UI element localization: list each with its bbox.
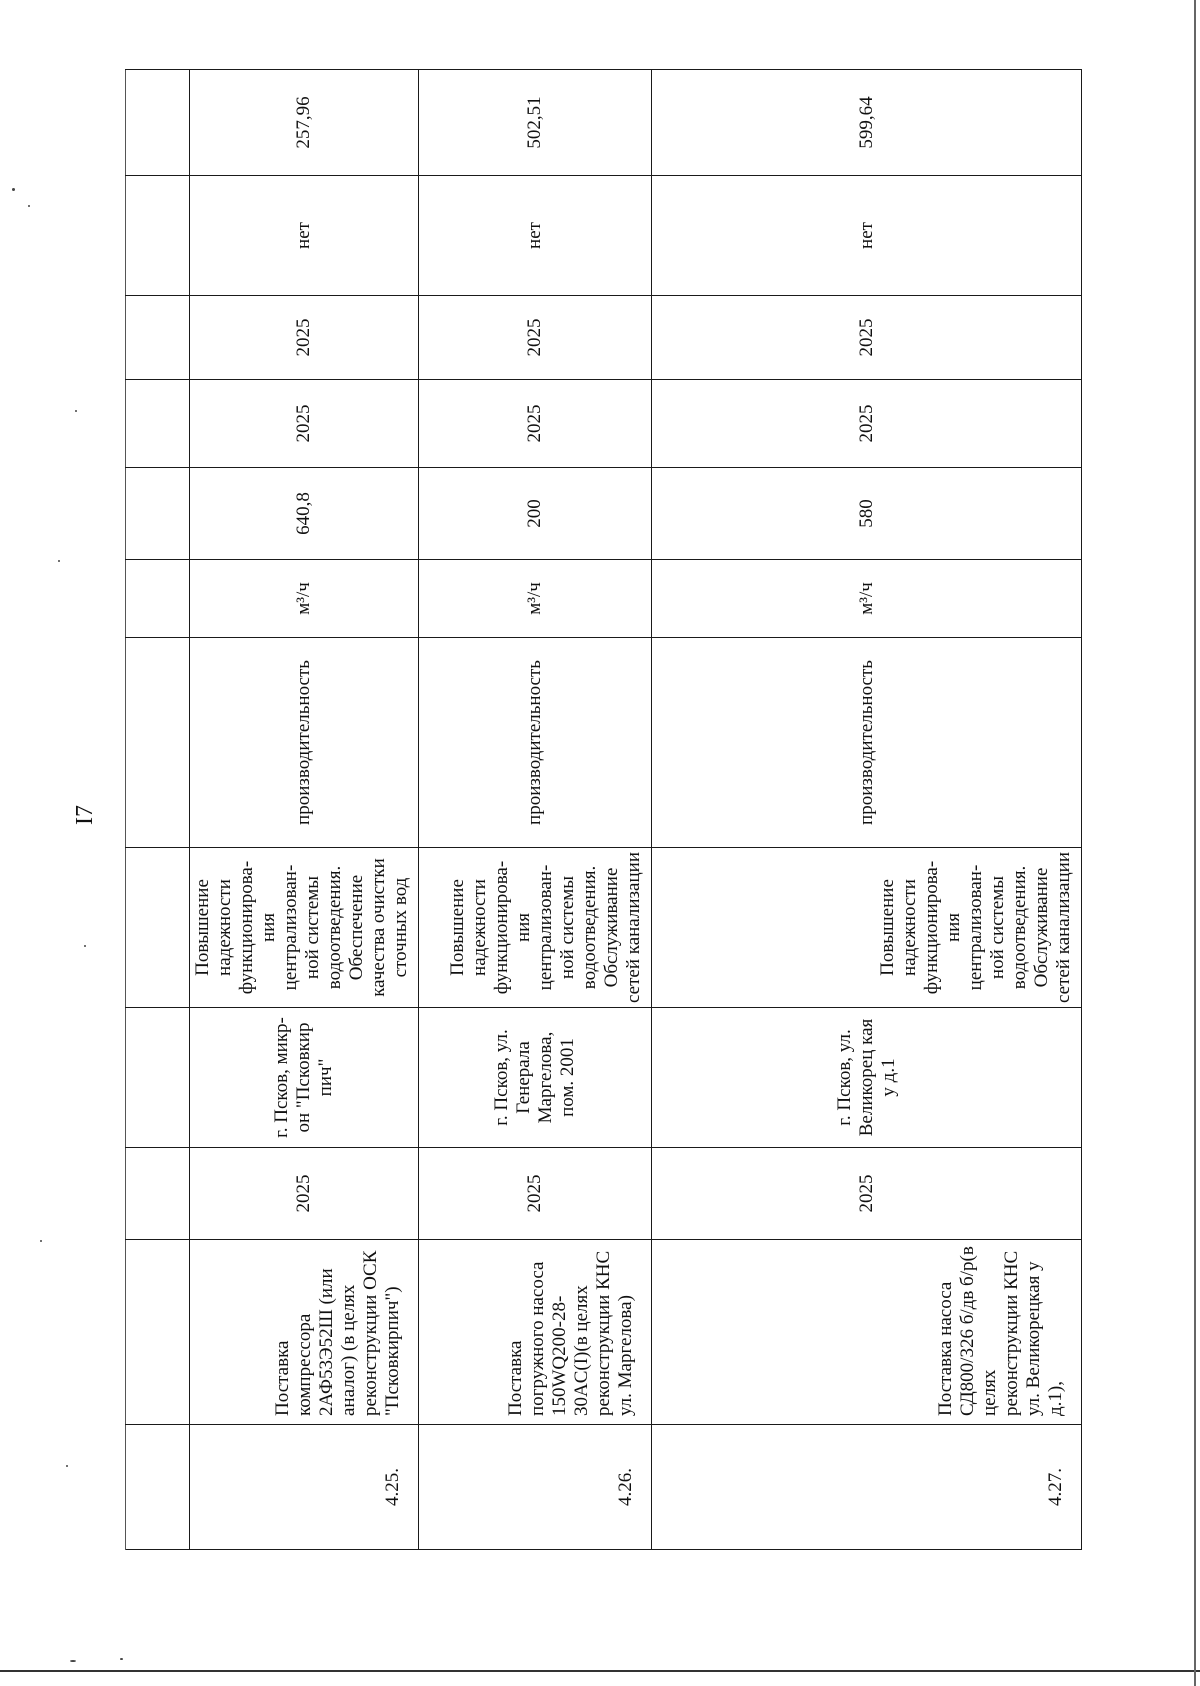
header-cell	[126, 468, 190, 560]
scan-speck	[40, 1240, 42, 1242]
flag-cell: нет	[419, 176, 652, 296]
indicator-cell: производительность	[652, 638, 1082, 848]
end-year-cell: 2025	[190, 296, 419, 380]
header-cell	[126, 70, 190, 176]
location-cell: г. Псков, микр-он "Псковкир пич"	[190, 1008, 419, 1148]
location-cell: г. Псков, ул. Генерала Маргелова, пом. 2001	[419, 1008, 652, 1148]
row-number: 4.26.	[419, 1425, 652, 1550]
indicator-cell: производительность	[190, 638, 419, 848]
value-cell: 640,8	[190, 468, 419, 560]
scan-bottom-edge	[0, 1670, 1200, 1672]
cost-cell: 257,96	[190, 70, 419, 176]
header-cell	[126, 380, 190, 468]
unit-cell: м³/ч	[190, 560, 419, 638]
scan-speck	[58, 560, 60, 562]
header-cell	[126, 1148, 190, 1240]
end-year-cell: 2025	[419, 296, 652, 380]
unit-cell: м³/ч	[652, 560, 1082, 638]
scan-speck	[70, 1660, 76, 1662]
table-row	[652, 70, 1082, 1550]
header-cell	[126, 560, 190, 638]
start-year-cell: 2025	[652, 380, 1082, 468]
purpose-cell: Повышение надежности функционирова-ния централизован-ной системы водоотведения. Обслуживание сетей канализации	[652, 848, 1082, 1008]
measures-table	[125, 69, 1082, 1550]
year-cell: 2025	[419, 1148, 652, 1240]
measure-name: Поставка компрессора 2АФ53Э52Ш (или аналог) (в целях реконструкции ОСК "Псковкирпич")	[190, 1240, 419, 1425]
cost-cell: 502,51	[419, 70, 652, 176]
year-cell: 2025	[652, 1148, 1082, 1240]
scan-speck	[84, 945, 86, 947]
page-number: I7	[72, 805, 98, 825]
measure-name: Поставка погружного насоса 150WQ200-28-30AC(I)(в целях реконструкции КНС ул. Маргелова)	[419, 1240, 652, 1425]
table-row	[419, 70, 652, 1550]
start-year-cell: 2025	[190, 380, 419, 468]
scan-speck	[66, 1465, 68, 1467]
location-cell: г. Псков, ул. Великорец кая у д.1	[652, 1008, 1082, 1148]
purpose-cell: Повышение надежности функционирова-ния централизован-ной системы водоотведения. Обслуживание сетей канализации	[419, 848, 652, 1008]
header-cell	[126, 848, 190, 1008]
header-cell	[126, 638, 190, 848]
row-number: 4.27.	[652, 1425, 1082, 1550]
purpose-cell: Повышение надежности функционирова-ния централизован-ной системы водоотведения. Обеспечение качества очистки сточных вод	[190, 848, 419, 1008]
table-header-stub-row	[126, 70, 190, 1550]
scan-speck	[120, 1658, 123, 1660]
indicator-cell: производительность	[419, 638, 652, 848]
table-row	[190, 70, 419, 1550]
value-cell: 580	[652, 468, 1082, 560]
header-cell	[126, 296, 190, 380]
end-year-cell: 2025	[652, 296, 1082, 380]
investment-table	[125, 70, 1080, 1550]
header-cell	[126, 1425, 190, 1550]
unit-cell: м³/ч	[419, 560, 652, 638]
header-cell	[126, 1240, 190, 1425]
header-cell	[126, 1008, 190, 1148]
measure-name: Поставка насоса СД800/326 б/дв б/р(в целях реконструкции КНС ул. Великорецкая у д.1),	[652, 1240, 1082, 1425]
scan-right-edge	[1194, 0, 1196, 1686]
year-cell: 2025	[190, 1148, 419, 1240]
value-cell: 200	[419, 468, 652, 560]
cost-cell: 599,64	[652, 70, 1082, 176]
header-cell	[126, 176, 190, 296]
flag-cell: нет	[652, 176, 1082, 296]
scan-speck	[28, 205, 30, 207]
start-year-cell: 2025	[419, 380, 652, 468]
scan-speck	[75, 410, 77, 412]
scan-speck	[12, 188, 15, 191]
flag-cell: нет	[190, 176, 419, 296]
row-number: 4.25.	[190, 1425, 419, 1550]
